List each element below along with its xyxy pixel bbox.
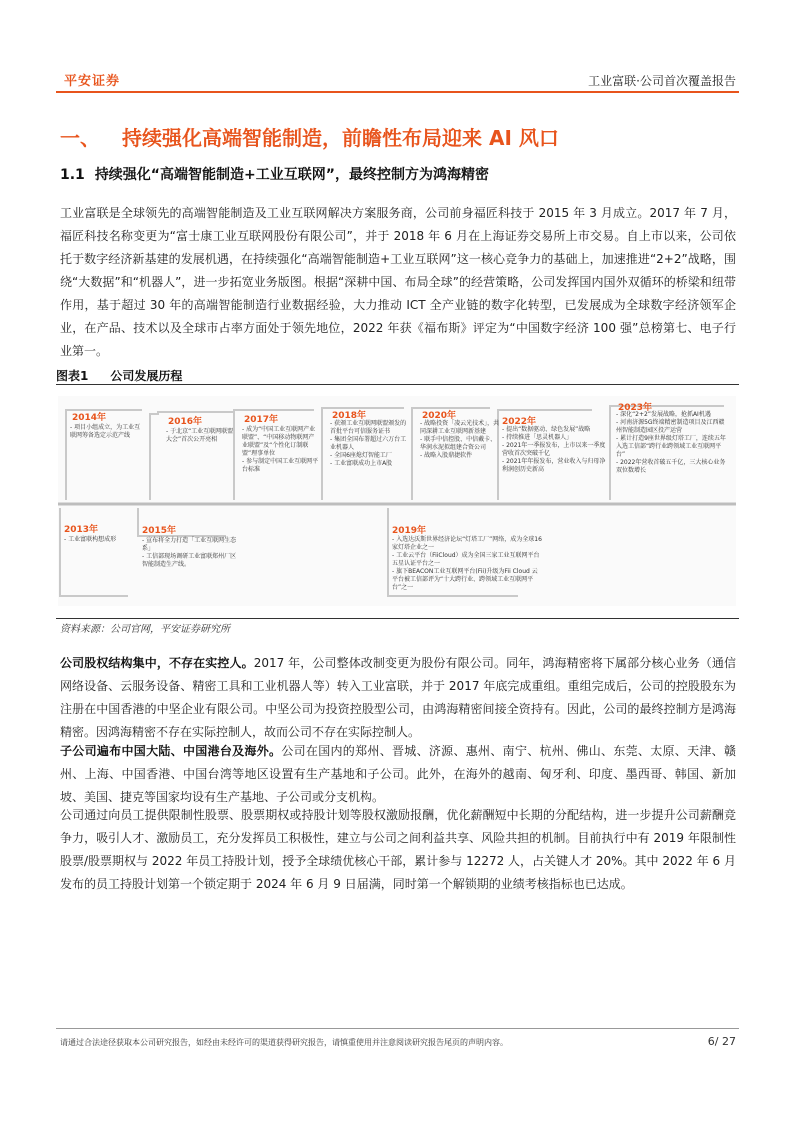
ownership-body: 2017 年，公司整体改制变更为股份有限公司。同年，鸿海精密将下属部分核心业务（通信网络设备、云服务设备、精密工具和工业机器人等）转入工业富联，并于 2017 年底完成重组。重组完成后，公司的控股股东为注册在中国香港的中坚企业有限公司。中坚公司为投资控股型公司，由鸿海精密间接全资持有。因此，公司的最终控制方是鸿海精密。因鸿海精密不存在实际控制人，故而公司不存在实际控制人。	[60, 656, 736, 739]
section-title: 持续强化高端智能制造，前瞻性布局迎来 AI 风口	[122, 126, 559, 150]
timeline-event: - 提出“数据驱动、绿色发展”战略 - 持续推进「思灵机器人」 - 2021年一季报发布，上市以来一季度营收首次突破千亿 - 2021年年报发布，营业收入与归母净利润创历史新高	[502, 426, 606, 473]
timeline-year: 2013年	[64, 525, 99, 535]
timeline-event: - 战略投资「凌云光技术」，共同深耕工业互联网新基建 - 联手中信控股、中信戴卡、华润水泥拟组建合资公司 - 战略入股鼎捷软件	[420, 420, 500, 459]
page-number: 6/ 27	[707, 1035, 736, 1048]
timeline-event: - 于北京“工业互联网联盟大会”首次公开亮相	[166, 428, 234, 443]
subsidiaries-body: 公司在国内的郑州、晋城、济源、惠州、南宁、杭州、佛山、东莞、太原、天津、赣州、上海、中国香港、中国台湾等地区设置有生产基地和子公司。此外，在海外的越南、匈牙利、印度、墨西哥、韩国、新加坡、美国、捷克等国家均设有生产基地、子公司或分支机构。	[60, 744, 736, 804]
figure-bottom-rule	[56, 618, 739, 619]
timeline-event: - 项目小组成立，为工业互联网筹备选定示范产线	[70, 424, 141, 439]
footer-divider	[56, 1028, 739, 1029]
footer-disclaimer: 请通过合法途径获取本公司研究报告，如经由未经许可的渠道获得研究报告，请慎重使用并注意阅读研究报告尾页的声明内容。	[60, 1038, 508, 1047]
timeline-year: 2020年	[422, 411, 457, 421]
figure-label: 图表1	[56, 369, 89, 383]
section-heading	[60, 122, 559, 151]
figure-caption	[56, 365, 739, 385]
ownership-lead: 公司股权结构集中，不存在实控人。	[60, 656, 254, 670]
timeline-year: 2017年	[244, 415, 279, 425]
timeline-year: 2023年	[618, 403, 653, 413]
report-title: 工业富联·公司首次覆盖报告	[588, 74, 736, 88]
development-timeline	[58, 396, 736, 606]
timeline-event: - 入选达沃斯世界经济论坛“灯塔工厂”网络，成为全球16家灯塔企业之一 - 工业云平台（FiiCloud）成为全国三家工业互联网平台五星认证平台之一 - 旗下BEACON工业互联网平台(Fii)升级为Fii Cloud 云平台被工信部评为“十大跨行业、跨领域工业互联网平台”之一	[392, 536, 542, 591]
timeline-event: - 获颁工业互联网联盟颁发的首批平台可信服务证书 - 集团全国布署超过六万台工业机器人 - 全国6座熄灯智能工厂 - 工业富联成功上市A股	[330, 420, 407, 467]
brand-logo: 平安证券	[64, 74, 121, 89]
timeline-year: 2018年	[332, 411, 367, 421]
timeline-event: - 成为“中国工业互联网产业联盟”、“中国移动物联网产业联盟”及“个性化订制联盟”理事单位 - 参与制定中国工业互联网平台标准	[242, 426, 319, 473]
timeline-year: 2019年	[392, 526, 427, 536]
figure-title: 公司发展历程	[110, 369, 183, 383]
timeline-year: 2015年	[142, 526, 177, 536]
intro-paragraph: 工业富联是全球领先的高端智能制造及工业互联网解决方案服务商，公司前身福匠科技于 2015 年 3 月成立。2017 年 7 月，福匠科技名称变更为“富士康工业互联网股份有限公司”，并于 2018 年 6 月在上海证券交易所上市交易。自上市以来，公司依托于数字经济新基建的发展机遇，在持续强化“高端智能制造+工业互联网”这一核心竞争力的基础上，加速推进“2+2”战略，围绕“大数据”和“机器人”，进一步拓宽业务版图。根据“深耕中国、布局全球”的经营策略，公司发挥国内国外双循环的桥梁和纽带作用，基于超过 30 年的高端智能制造行业数据经验，大力推动 ICT 全产业链的数字化转型，已发展成为全球数字经济领军企业，在产品、技术以及全球市占率方面处于领先地位，2022 年获《福布斯》评定为“中国数字经济 100 强”总榜第七、电子行业第一。	[60, 206, 736, 358]
subsidiaries-paragraph	[60, 740, 736, 809]
subsection-title: 持续强化“高端智能制造+工业互联网”，最终控制方为鸿海精密	[94, 167, 489, 183]
subsection-heading	[60, 164, 489, 184]
timeline-year: 2016年	[168, 417, 203, 427]
subsection-number: 1.1	[60, 167, 85, 183]
header-divider	[56, 91, 739, 93]
figure-source: 资料来源：公司官网，平安证券研究所	[60, 624, 230, 635]
subsidiaries-lead: 子公司遍布中国大陆、中国港台及海外。	[60, 744, 282, 758]
timeline-event: - 深化“2+2”发展战略，抢抓AI机遇 - 河南济源5G终端精密制造项目及江西赣州智能制造园区投产运营 - 累计打造9座世界级灯塔工厂，连续五年入选工信部“跨行业跨领域工业互联网平台” - 2022年营收首破五千亿，三大核心业务双位数增长	[616, 411, 726, 474]
timeline-year: 2022年	[502, 417, 537, 427]
incentive-paragraph: 公司通过向员工提供限制性股票、股票期权或持股计划等股权激励报酬，优化薪酬短中长期的分配结构，进一步提升公司薪酬竞争力，吸引人才、激励员工，充分发挥员工积极性，建立与公司之间利益共享、风险共担的机制。目前执行中有 2019 年限制性股票/股票期权与 2022 年员工持股计划，授予全球绩优核心干部，累计参与 12272 人，占关键人才 20%。其中 2022 年 6 月发布的员工持股计划第一个锁定期于 2024 年 6 月 9 日届满，同时第一个解锁期的业绩考核指标也已达成。	[60, 808, 736, 891]
ownership-paragraph	[60, 652, 736, 744]
timeline-event: - 工业富联构想成形	[64, 536, 117, 543]
timeline-event: - 宣布将全力打造「工业互联网生态系」 - 工信部现场调研工业富联郑州厂区智能制造生产线。	[142, 537, 237, 568]
section-number: 一、	[60, 126, 100, 150]
timeline-year: 2014年	[72, 413, 107, 423]
